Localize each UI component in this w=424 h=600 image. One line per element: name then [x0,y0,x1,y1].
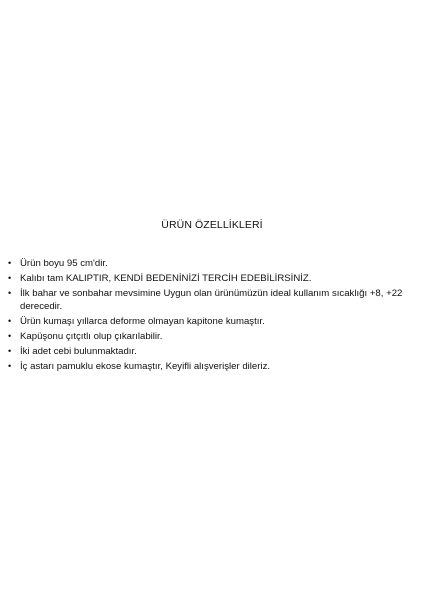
page-title: ÜRÜN ÖZELLİKLERİ [161,219,263,231]
list-item [8,345,422,358]
bullet-icon: • [8,361,12,371]
list-item [8,272,422,285]
feature-text: Kalıbı tam KALIPTIR, KENDİ BEDENİNİZİ TERCİH EDEBİLİRSİNİZ. [20,273,312,284]
feature-text: İç astarı pamuklu ekose kumaştır, Keyifli alışverişler dileriz. [20,361,271,372]
feature-text: Ürün boyu 95 cm'dir. [20,258,108,269]
bullet-icon: • [8,258,12,268]
bullet-icon: • [8,331,12,341]
feature-list [8,257,422,375]
bullet-icon: • [8,273,12,283]
list-item [8,287,422,313]
list-item [8,330,422,343]
feature-text: İki adet cebi bulunmaktadır. [20,346,137,357]
list-item [8,315,422,328]
feature-text: İlk bahar ve sonbahar mevsimine Uygun olan ürünümüzün ideal kullanım sıcaklığı +8, +22 derecedir. [20,288,403,312]
list-item [8,360,422,373]
bullet-icon: • [8,346,12,356]
feature-text: Kapüşonu çıtçıtlı olup çıkarılabilir. [20,331,163,342]
bullet-icon: • [8,288,12,298]
list-item [8,257,422,270]
feature-text: Ürün kumaşı yıllarca deforme olmayan kapitone kumaştır. [20,316,265,327]
bullet-icon: • [8,316,12,326]
